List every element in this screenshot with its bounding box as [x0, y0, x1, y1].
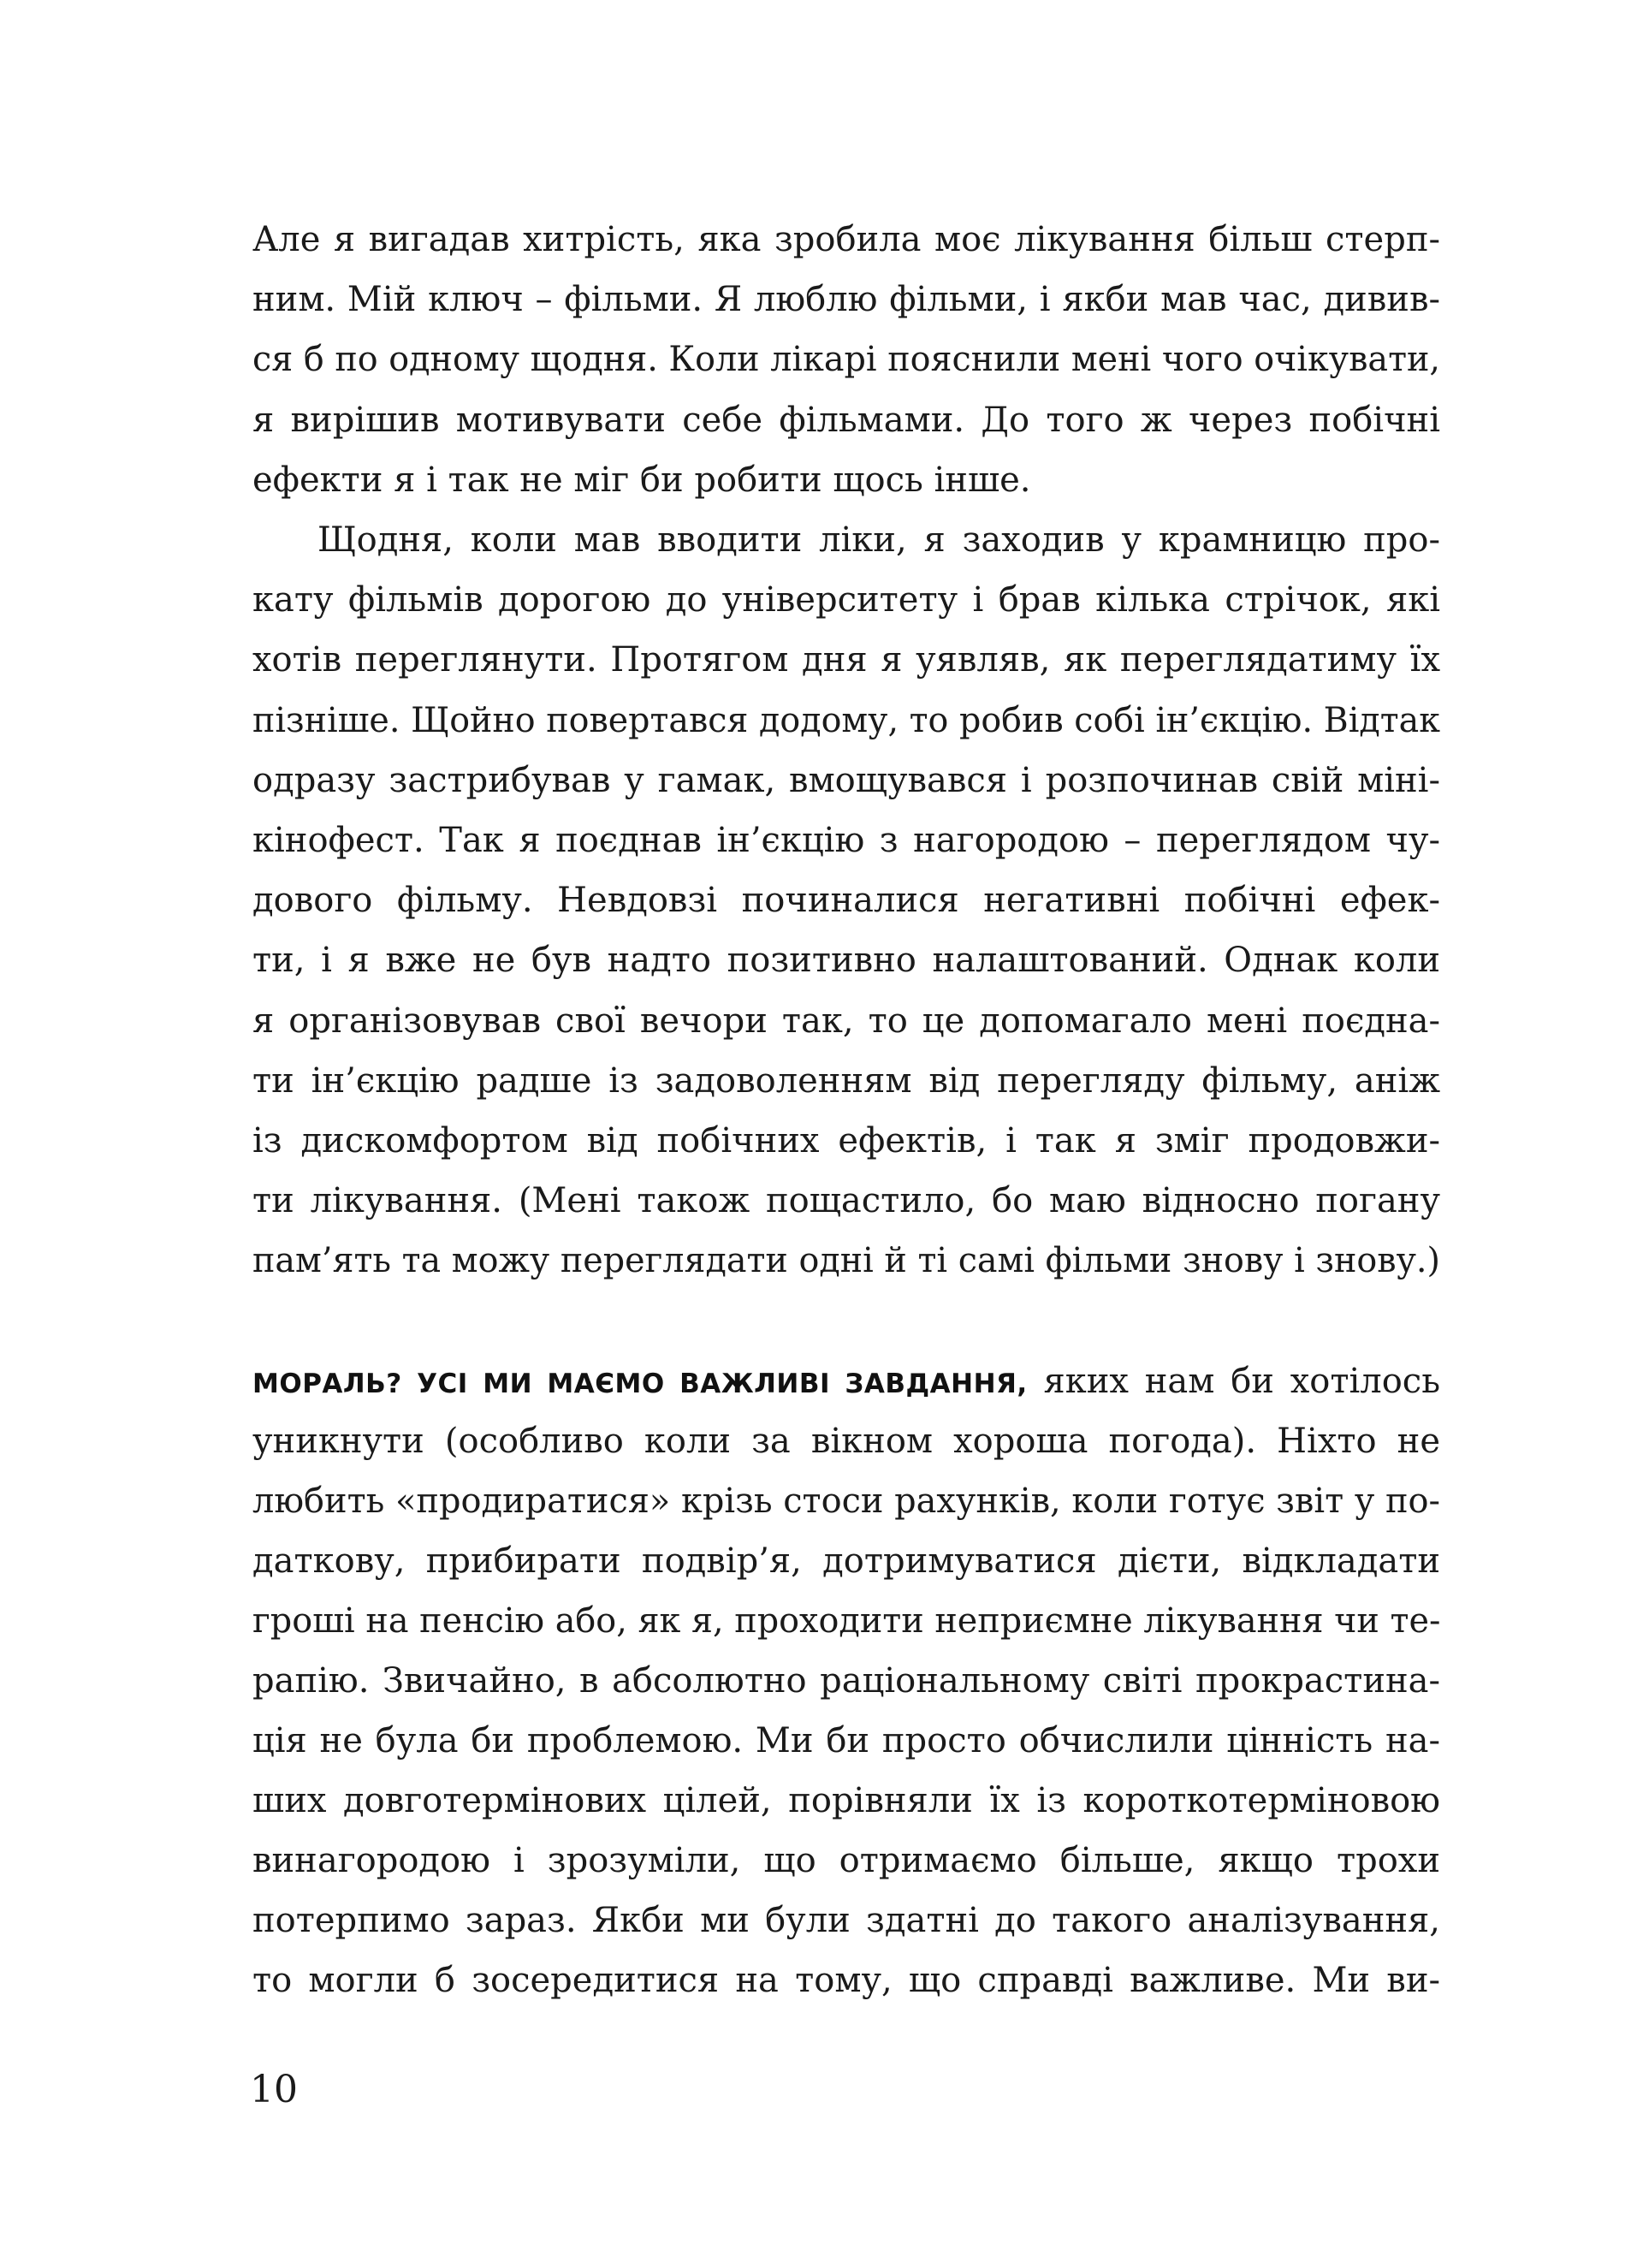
text-line: ним. Мій ключ – фільми. Я люблю фільми, і якби мав час, дивив- — [252, 280, 1440, 319]
text-line: рапію. Звичайно, в абсолютно раціональному світі прокрастина- — [252, 1661, 1440, 1701]
text-line: даткову, прибирати подвір’я, дотримуватися дієти, відкладати — [252, 1541, 1440, 1581]
text-line: пам’ять та можу переглядати одні й ті самі фільми знову і знову.) — [252, 1241, 1440, 1280]
text-line: уникнути (особливо коли за вікном хороша погода). Ніхто не — [252, 1422, 1440, 1461]
text-line: одразу застрибував у гамак, вмощувався і розпочинав свій міні- — [252, 761, 1440, 800]
text-line: любить «продиратися» крізь стоси рахунків, коли готує звіт у по- — [252, 1481, 1440, 1521]
text-line: пізніше. Щойно повертався додому, то робив собі ін’єкцію. Відтак — [252, 701, 1440, 740]
text-line: гроші на пенсію або, як я, проходити неприємне лікування чи те- — [252, 1601, 1441, 1641]
text-line: кінофест. Так я поєднав ін’єкцію з нагородою – переглядом чу- — [252, 821, 1440, 860]
text-line: Щодня, коли мав вводити ліки, я заходив у крамницю про- — [317, 520, 1440, 560]
text-line: ти лікування. (Мені також пощастило, бо маю відносно погану — [252, 1181, 1440, 1220]
text-line: кату фільмів дорогою до університету і брав кілька стрічок, які — [252, 580, 1440, 620]
first-line-rest: яких нам би хотілось — [1043, 1362, 1440, 1401]
text-line: дового фільму. Невдовзі починалися негативні побічні ефек- — [252, 881, 1440, 920]
text-line: я організовував свої вечори так, то це допомагало мені поєдна- — [252, 1001, 1440, 1041]
text-line: ти, і я вже не був надто позитивно налаштований. Однак коли — [252, 941, 1440, 980]
text-line: Але я вигадав хитрість, яка зробила моє лікування більш стерп- — [252, 220, 1440, 259]
text-line: ся б по одному щодня. Коли лікарі пояснили мені чого очікувати, — [252, 340, 1441, 379]
text-line: то могли б зосередитися на тому, що справді важливе. Ми ви- — [252, 1961, 1440, 2000]
text-line: я вирішив мотивувати себе фільмами. До того ж через побічні — [252, 401, 1440, 440]
moral-first-line — [252, 1351, 1440, 1411]
text-line: ших довготермінових цілей, порівняли їх із короткотерміновою — [252, 1781, 1440, 1820]
page-number: 10 — [250, 2068, 298, 2111]
text-line: потерпимо зараз. Якби ми були здатні до такого аналізування, — [252, 1901, 1440, 1940]
text-line: із дискомфортом від побічних ефектів, і так я зміг продовжи- — [252, 1121, 1440, 1161]
text-line: ефекти я і так не міг би робити щось інше. — [252, 460, 1031, 500]
text-line: ти ін’єкцію радше із задоволенням від перегляду фільму, аніж — [252, 1061, 1440, 1101]
text-line: винагородою і зрозуміли, що отримаємо більше, якщо трохи — [252, 1841, 1440, 1880]
run-in-heading: МОРАЛЬ? УСІ МИ МАЄМО ВАЖЛИВІ ЗАВДАННЯ, — [252, 1369, 1028, 1399]
text-line: хотів переглянути. Протягом дня я уявляв, як переглядатиму їх — [252, 640, 1440, 680]
text-line: ція не була би проблемою. Ми би просто обчислили цінність на- — [252, 1721, 1440, 1760]
